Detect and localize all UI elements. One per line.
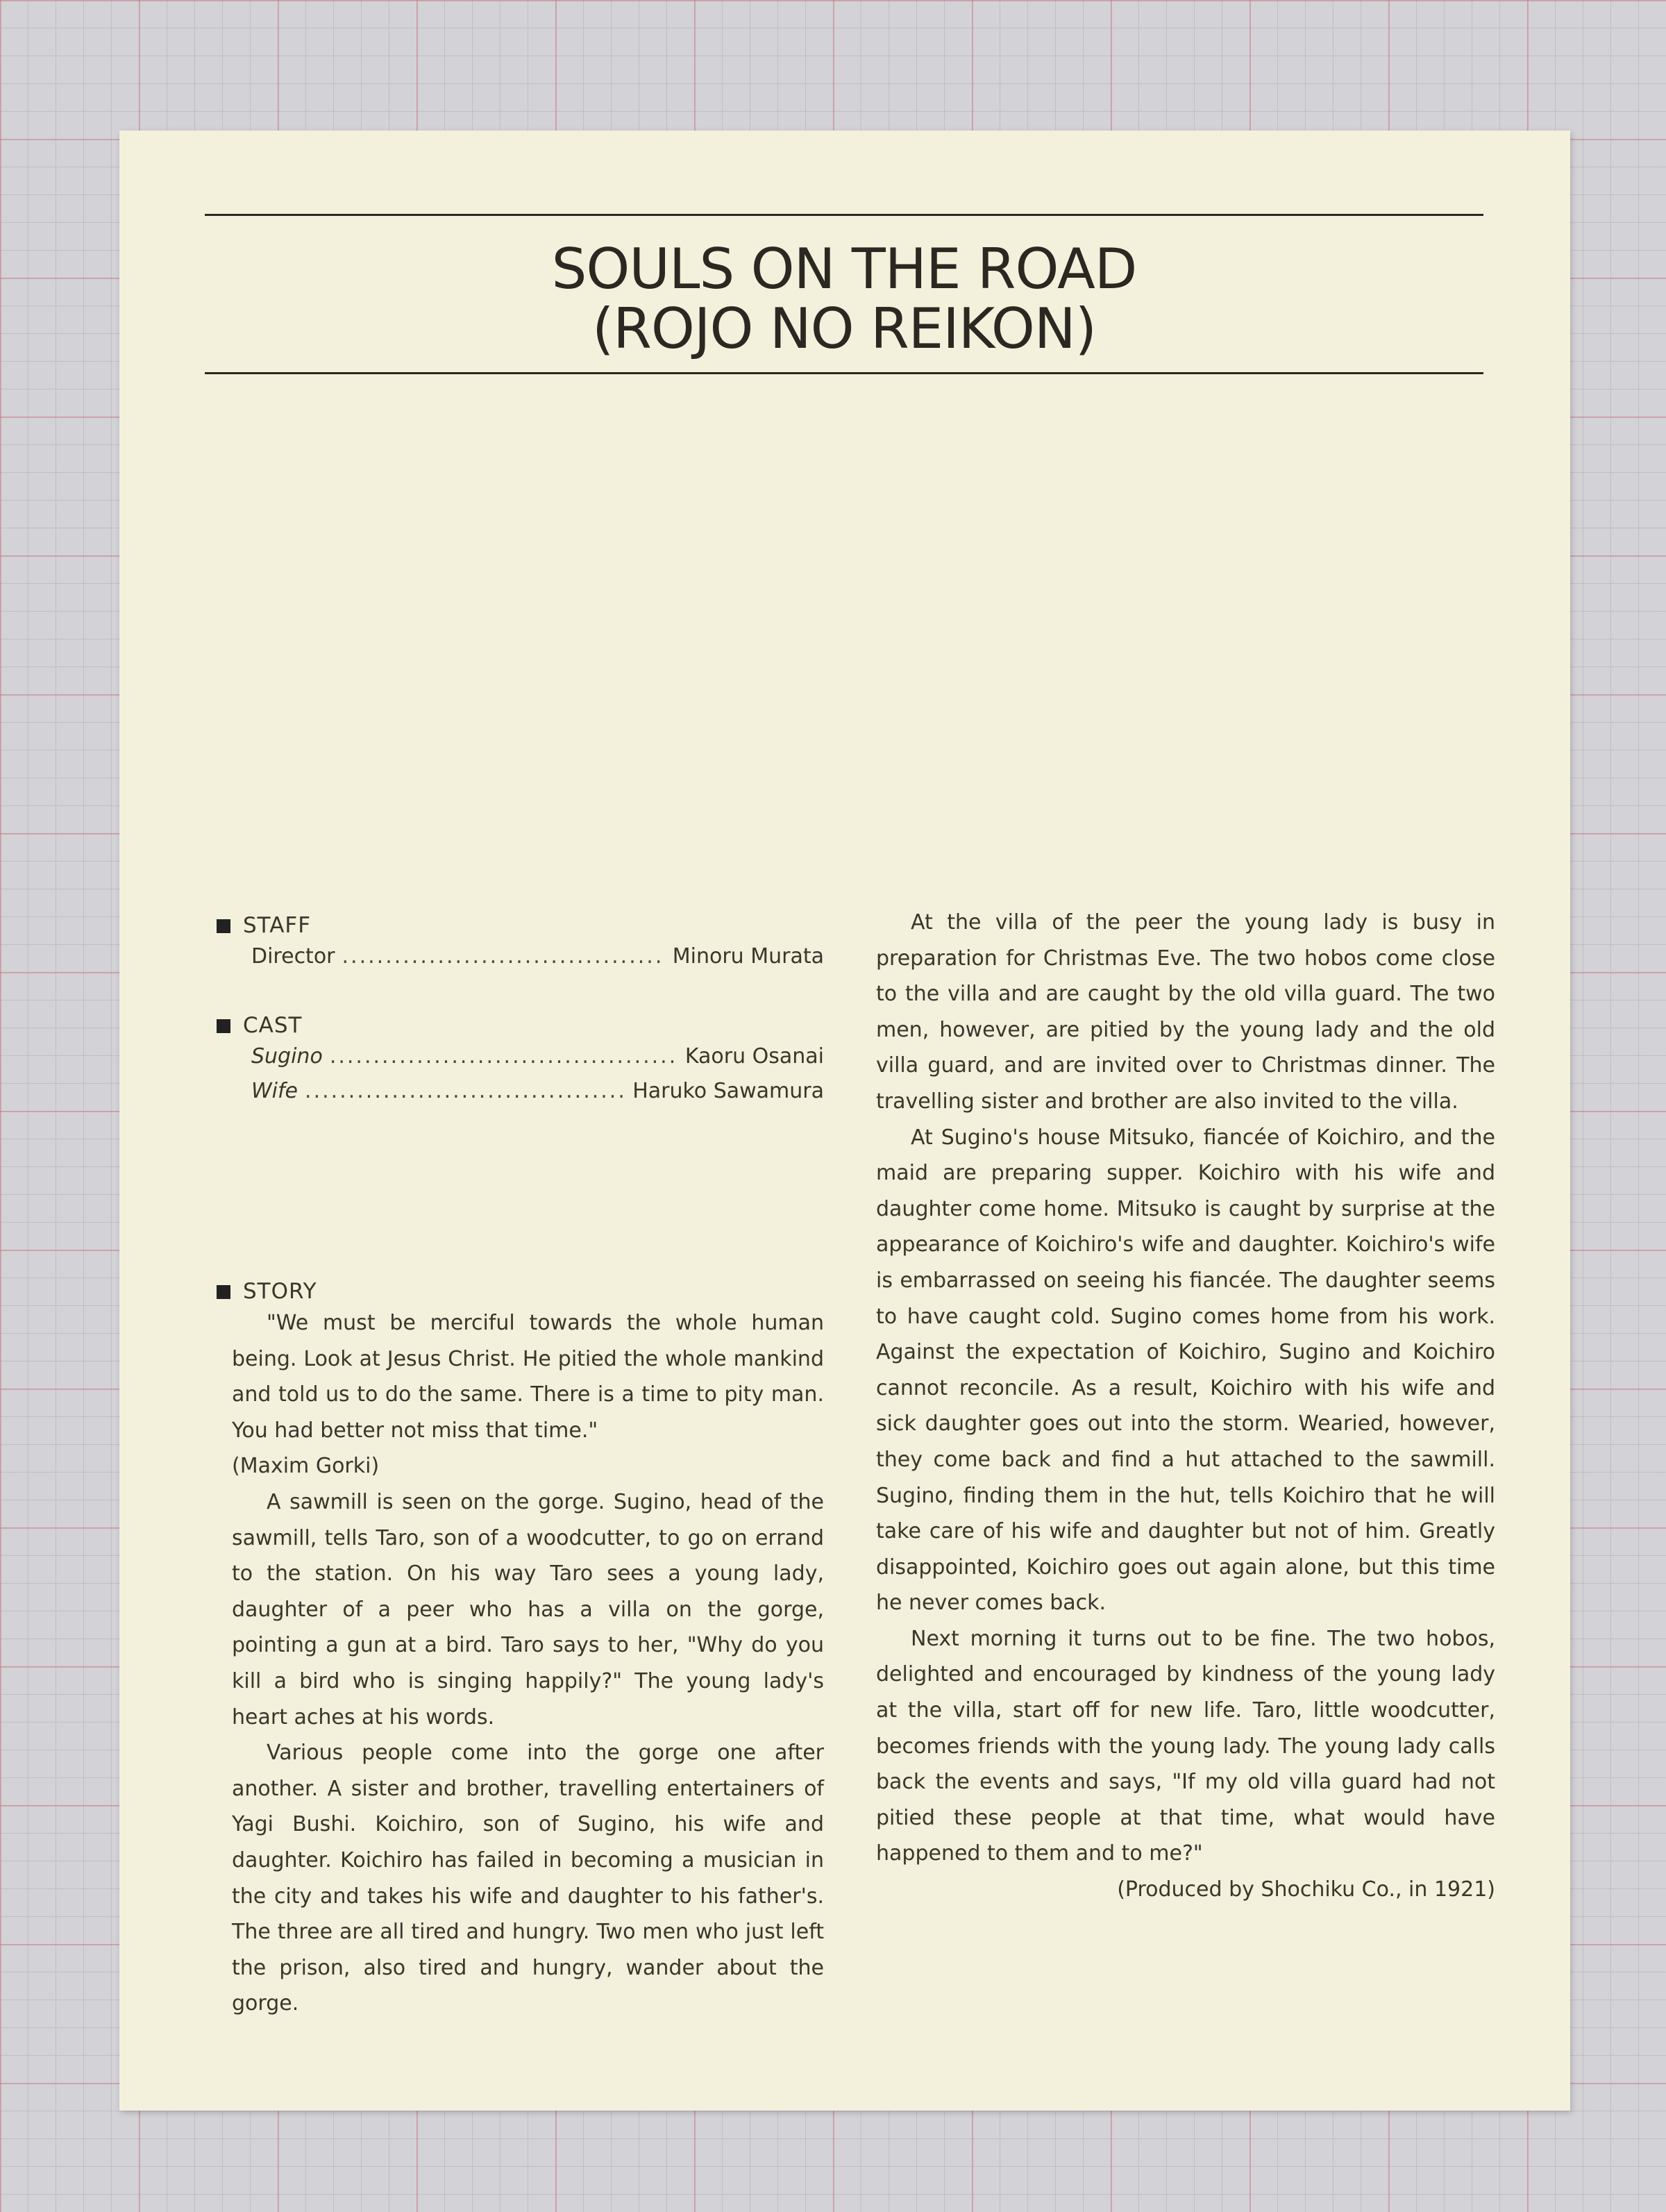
leader-dots bbox=[305, 1074, 625, 1109]
staff-heading: STAFF bbox=[217, 912, 824, 939]
leader-dots bbox=[330, 1039, 678, 1074]
credit-name: Haruko Sawamura bbox=[632, 1079, 824, 1103]
story-heading: STORY bbox=[217, 1277, 824, 1305]
credit-name: Kaoru Osanai bbox=[684, 1044, 824, 1069]
credit-name: Minoru Murata bbox=[672, 944, 824, 969]
film-title-japanese: (ROJO NO REIKON) bbox=[592, 296, 1096, 361]
film-sheet bbox=[119, 131, 1570, 2111]
story-paragraph: At the villa of the peer the young lady is busy in preparation for Christmas Eve. The two hobos come close to the villa and are caught by the old villa guard. The two men, however, are pitied by the young lady and the old villa guard, and are invited over to Christmas dinner. The travelling sister and brother are also invited to the villa. bbox=[876, 910, 1495, 1114]
cast-heading: CAST bbox=[217, 1012, 824, 1039]
square-bullet-icon bbox=[217, 1019, 230, 1033]
credit-wife bbox=[251, 1074, 824, 1109]
square-bullet-icon bbox=[217, 919, 230, 933]
story-paragraph: At Sugino's house Mitsuko, fiancée of Koichiro, and the maid are preparing supper. Koichiro with his wife and daughter come home. Mitsuko is caught by surprise at the appearance of Koichiro's wife and daughter. Koichiro's wife is embarrassed on seeing his fiancée. The daughter seems to have caught cold. Sugino comes home from his work. Against the expectation of Koichiro, Sugino and Koichiro cannot reconcile. As a result, Koichiro with his wife and sick daughter goes out into the storm. Wearied, however, they come back and find a hut attached to the sawmill. Sugino, finding them in the hut, tells Koichiro that he will take care of his wife and daughter but not of him. Greatly disappointed, Koichiro goes out again alone, but this time he never comes back. bbox=[876, 1125, 1495, 1616]
right-column bbox=[876, 905, 1495, 1908]
film-title: SOULS ON THE ROAD bbox=[551, 237, 1137, 301]
credit-role: Sugino bbox=[251, 1044, 323, 1069]
credit-role: Wife bbox=[251, 1079, 298, 1103]
left-column bbox=[217, 912, 824, 2022]
story-quote-source: (Maxim Gorki) bbox=[232, 1454, 380, 1479]
credit-role: Director bbox=[251, 944, 335, 969]
credit-director bbox=[251, 939, 824, 974]
story-paragraph: Next morning it turns out to be fine. The two hobos, delighted and encouraged by kindness of the young lady at the villa, start off for new life. Taro, little woodcutter, becomes friends with the young lady. The young lady calls back the events and says, "If my old villa guard had not pitied these people at that time, what would have happened to them and to me?" bbox=[876, 1626, 1495, 1866]
story-paragraph: A sawmill is seen on the gorge. Sugino, head of the sawmill, tells Taro, son of a woodcutter, to go on errand to the station. On his way Taro sees a young lady, daughter of a peer who has a villa on the gorge, pointing a gun at a bird. Taro says to her, "Why do you kill a bird who is singing happily?" The young lady's heart aches at his words. bbox=[232, 1489, 824, 1729]
credit-sugino bbox=[251, 1039, 824, 1074]
title-rule-top bbox=[205, 214, 1483, 216]
square-bullet-icon bbox=[217, 1285, 230, 1299]
leader-dots bbox=[342, 939, 666, 974]
story-section bbox=[217, 1277, 824, 2022]
story-paragraph: Various people come into the gorge one after another. A sister and brother, travelling entertainers of Yagi Bushi. Koichiro, son of Sugino, his wife and daughter. Koichiro has failed in becoming a musician in the city and takes his wife and daughter to his father's. The three are all tired and hungry. Two men who just left the prison, also tired and hungry, wander about the gorge. bbox=[232, 1741, 824, 2016]
production-credit: (Produced by Shochiku Co., in 1921) bbox=[1117, 1877, 1495, 1902]
story-quote: "We must be merciful towards the whole human being. Look at Jesus Christ. He pitied the whole mankind and told us to do the same. There is a time to pity man. You had better not miss that time." bbox=[232, 1311, 824, 1443]
title-rule-bottom bbox=[205, 372, 1483, 374]
